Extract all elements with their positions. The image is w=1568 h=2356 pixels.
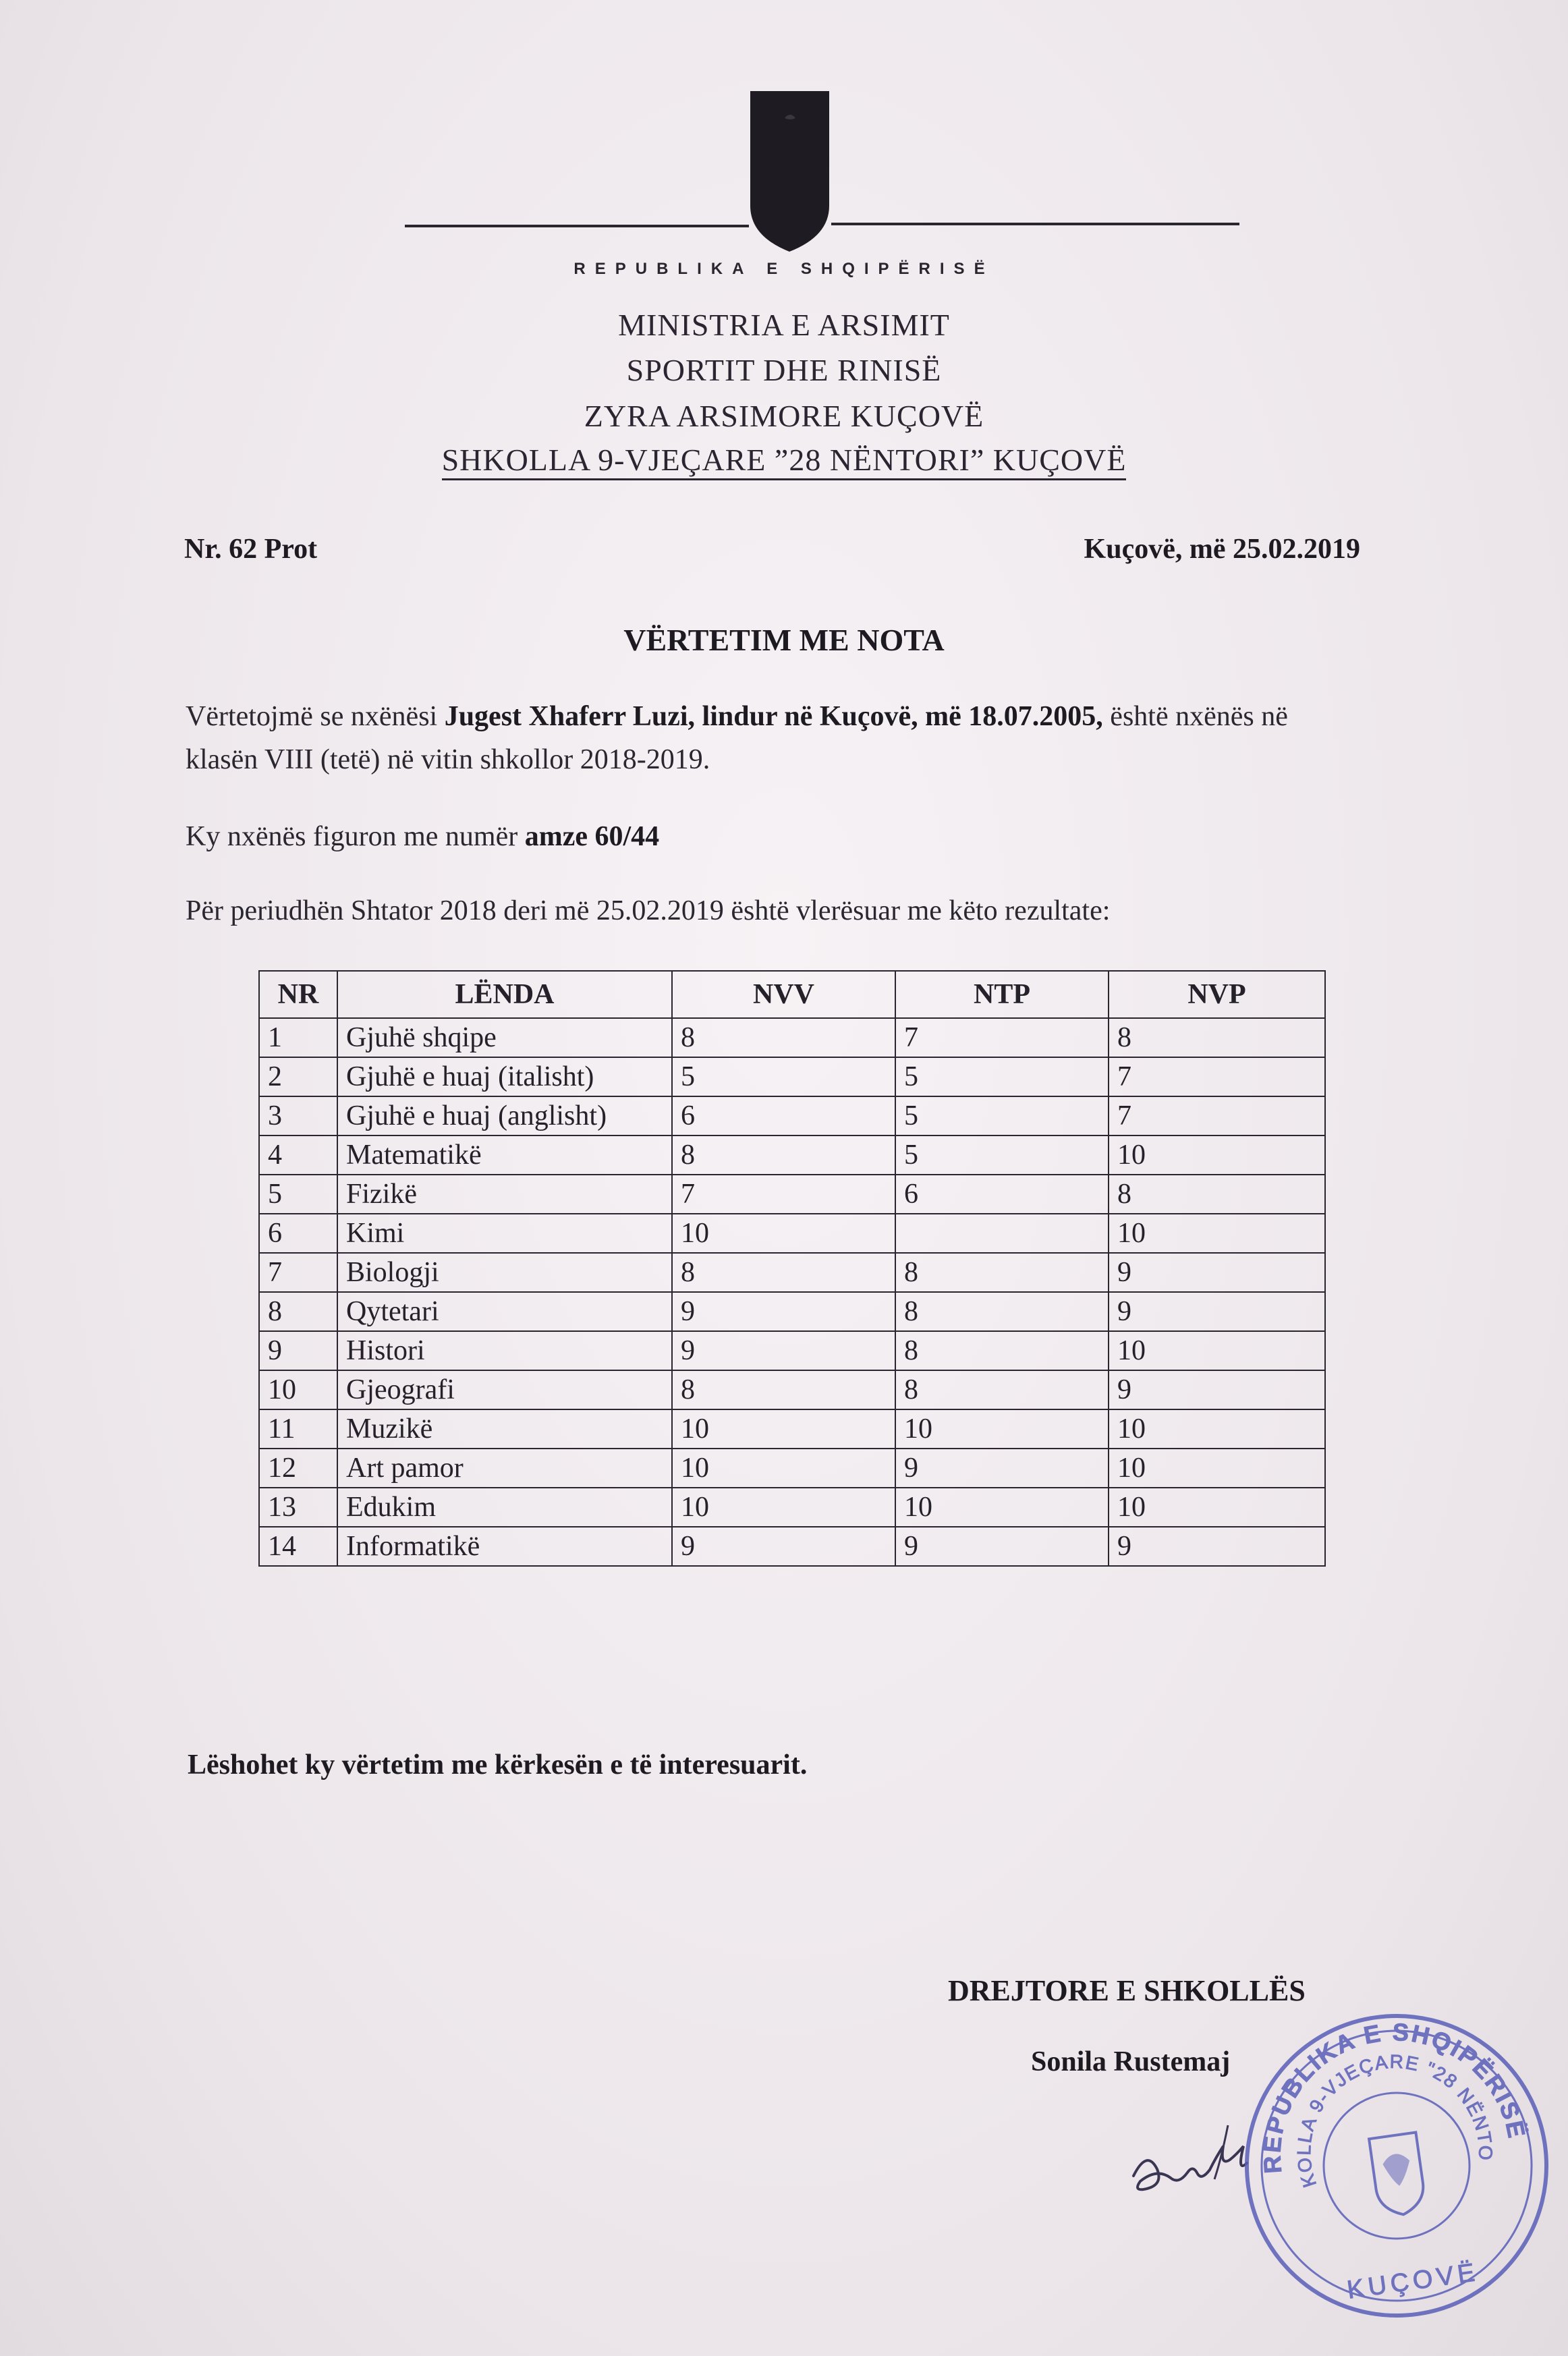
- p1-prefix: Vërtetojmë se nxënësi: [186, 701, 445, 732]
- table-row: [259, 1096, 1325, 1135]
- p1-suffix: është nxënës në klasën VIII (tetë) në vitin shkollor 2018-2019.: [186, 701, 1288, 775]
- grade-nvv-cell: 8: [672, 1253, 895, 1292]
- row-number-cell: 13: [259, 1488, 337, 1527]
- place-date: Kuçovë, më 25.02.2019: [1084, 534, 1360, 565]
- ministry-line-2: SPORTIT DHE RINISË: [626, 353, 942, 387]
- row-number-cell: 3: [259, 1096, 337, 1135]
- column-header-nvp: NVP: [1109, 971, 1325, 1018]
- grade-ntp-cell: 5: [895, 1135, 1109, 1175]
- subject-cell: Gjuhë e huaj (italisht): [337, 1057, 672, 1096]
- grade-nvp-cell: 7: [1109, 1096, 1325, 1135]
- row-number-cell: 12: [259, 1449, 337, 1488]
- table-row: [259, 1135, 1325, 1175]
- subject-cell: Muzikë: [337, 1409, 672, 1449]
- register-number: amze 60/44: [524, 821, 660, 852]
- grade-nvv-cell: 8: [672, 1018, 895, 1057]
- row-number-cell: 6: [259, 1214, 337, 1253]
- grades-table-body: [259, 1018, 1325, 1566]
- grade-nvv-cell: 10: [672, 1214, 895, 1253]
- table-row: [259, 1527, 1325, 1566]
- grade-nvp-cell: 9: [1109, 1370, 1325, 1409]
- table-row: [259, 1292, 1325, 1331]
- grade-nvp-cell: 7: [1109, 1057, 1325, 1096]
- table-row: [259, 1449, 1325, 1488]
- grade-nvp-cell: 10: [1109, 1409, 1325, 1449]
- issued-statement: Lëshohet ky vërtetim me kërkesën e të interesuarit.: [188, 1749, 808, 1780]
- stamp-outer-text: REPUBLIKA E SHQIPËRISË: [1258, 2017, 1532, 2175]
- subject-cell: Gjeografi: [337, 1370, 672, 1409]
- row-number-cell: 14: [259, 1527, 337, 1566]
- row-number-cell: 11: [259, 1409, 337, 1449]
- grade-nvp-cell: 10: [1109, 1488, 1325, 1527]
- grade-nvp-cell: 10: [1109, 1214, 1325, 1253]
- coat-of-arms-emblem: [748, 91, 832, 253]
- subject-cell: Matematikë: [337, 1135, 672, 1175]
- school-name-heading: [0, 442, 1568, 478]
- grade-nvv-cell: 7: [672, 1175, 895, 1214]
- table-row: [259, 1057, 1325, 1096]
- column-header-nr: NR: [259, 971, 337, 1018]
- row-number-cell: 10: [259, 1370, 337, 1409]
- table-row: [259, 1018, 1325, 1057]
- grade-nvv-cell: 10: [672, 1449, 895, 1488]
- grade-nvv-cell: 9: [672, 1292, 895, 1331]
- stamp-inner-text: SHKOLLA 9-VJEÇARE "28 NËNTORI": [1293, 2050, 1496, 2190]
- protocol-number: Nr. 62 Prot: [184, 534, 318, 565]
- grade-nvp-cell: 10: [1109, 1449, 1325, 1488]
- grade-nvp-cell: 10: [1109, 1135, 1325, 1175]
- grade-ntp-cell: 9: [895, 1449, 1109, 1488]
- column-header-ntp: NTP: [895, 971, 1109, 1018]
- period-paragraph: Për periudhën Shtator 2018 deri më 25.02.2019 është vlerësuar me këto rezultate:: [186, 895, 1111, 926]
- header-rule-right: [831, 223, 1239, 225]
- subject-cell: Qytetari: [337, 1292, 672, 1331]
- republic-heading: REPUBLIKA E SHQIPËRISË: [573, 260, 995, 278]
- grade-ntp-cell: 8: [895, 1331, 1109, 1370]
- p2-prefix: Ky nxënës figuron me numër: [186, 821, 525, 852]
- grade-nvv-cell: 10: [672, 1409, 895, 1449]
- subject-cell: Kimi: [337, 1214, 672, 1253]
- document-title: VËRTETIM ME NOTA: [623, 623, 945, 657]
- grade-nvv-cell: 6: [672, 1096, 895, 1135]
- table-header-row: [259, 971, 1325, 1018]
- grade-nvp-cell: 9: [1109, 1253, 1325, 1292]
- header-rule-left: [405, 225, 749, 227]
- grade-nvp-cell: 9: [1109, 1292, 1325, 1331]
- grade-nvp-cell: 8: [1109, 1175, 1325, 1214]
- grade-nvv-cell: 8: [672, 1370, 895, 1409]
- row-number-cell: 8: [259, 1292, 337, 1331]
- row-number-cell: 7: [259, 1253, 337, 1292]
- grade-nvv-cell: 9: [672, 1527, 895, 1566]
- grade-ntp-cell: 10: [895, 1488, 1109, 1527]
- student-details: Jugest Xhaferr Luzi, lindur në Kuçovë, më 18.07.2005,: [444, 701, 1103, 732]
- register-paragraph: [186, 815, 1346, 858]
- grade-ntp-cell: 5: [895, 1057, 1109, 1096]
- director-title: DREJTORE E SHKOLLËS: [948, 1974, 1306, 2007]
- row-number-cell: 4: [259, 1135, 337, 1175]
- table-row: [259, 1370, 1325, 1409]
- grade-nvp-cell: 9: [1109, 1527, 1325, 1566]
- table-row: [259, 1175, 1325, 1214]
- subject-cell: Edukim: [337, 1488, 672, 1527]
- official-school-stamp: [1238, 2007, 1555, 2324]
- subject-cell: Biologji: [337, 1253, 672, 1292]
- director-name: Sonila Rustemaj: [1031, 2046, 1231, 2077]
- education-office: ZYRA ARSIMORE KUÇOVË: [584, 399, 984, 433]
- column-header-subject: LËNDA: [337, 971, 672, 1018]
- grade-ntp-cell: 9: [895, 1527, 1109, 1566]
- school-name: SHKOLLA 9-VJEÇARE ”28 NËNTORI” KUÇOVË: [442, 443, 1127, 480]
- subject-cell: Histori: [337, 1331, 672, 1370]
- grade-nvv-cell: 9: [672, 1331, 895, 1370]
- subject-cell: Informatikë: [337, 1527, 672, 1566]
- grades-table: [258, 970, 1326, 1567]
- table-row: [259, 1409, 1325, 1449]
- grade-nvp-cell: 8: [1109, 1018, 1325, 1057]
- subject-cell: Gjuhë shqipe: [337, 1018, 672, 1057]
- table-row: [259, 1253, 1325, 1292]
- grade-nvv-cell: 8: [672, 1135, 895, 1175]
- row-number-cell: 9: [259, 1331, 337, 1370]
- grade-ntp-cell: 10: [895, 1409, 1109, 1449]
- grade-ntp-cell: 5: [895, 1096, 1109, 1135]
- grade-ntp-cell: [895, 1214, 1109, 1253]
- row-number-cell: 2: [259, 1057, 337, 1096]
- grade-ntp-cell: 6: [895, 1175, 1109, 1214]
- table-row: [259, 1488, 1325, 1527]
- ministry-line-1: MINISTRIA E ARSIMIT: [618, 308, 950, 342]
- row-number-cell: 1: [259, 1018, 337, 1057]
- subject-cell: Art pamor: [337, 1449, 672, 1488]
- grade-ntp-cell: 8: [895, 1370, 1109, 1409]
- grade-nvp-cell: 10: [1109, 1331, 1325, 1370]
- row-number-cell: 5: [259, 1175, 337, 1214]
- grade-ntp-cell: 7: [895, 1018, 1109, 1057]
- grade-ntp-cell: 8: [895, 1292, 1109, 1331]
- subject-cell: Fizikë: [337, 1175, 672, 1214]
- table-row: [259, 1331, 1325, 1370]
- grade-ntp-cell: 8: [895, 1253, 1109, 1292]
- grade-nvv-cell: 5: [672, 1057, 895, 1096]
- table-row: [259, 1214, 1325, 1253]
- grade-nvv-cell: 10: [672, 1488, 895, 1527]
- column-header-nvv: NVV: [672, 971, 895, 1018]
- certification-paragraph: [186, 695, 1346, 781]
- stamp-city: KUÇOVË: [1345, 2257, 1481, 2305]
- subject-cell: Gjuhë e huaj (anglisht): [337, 1096, 672, 1135]
